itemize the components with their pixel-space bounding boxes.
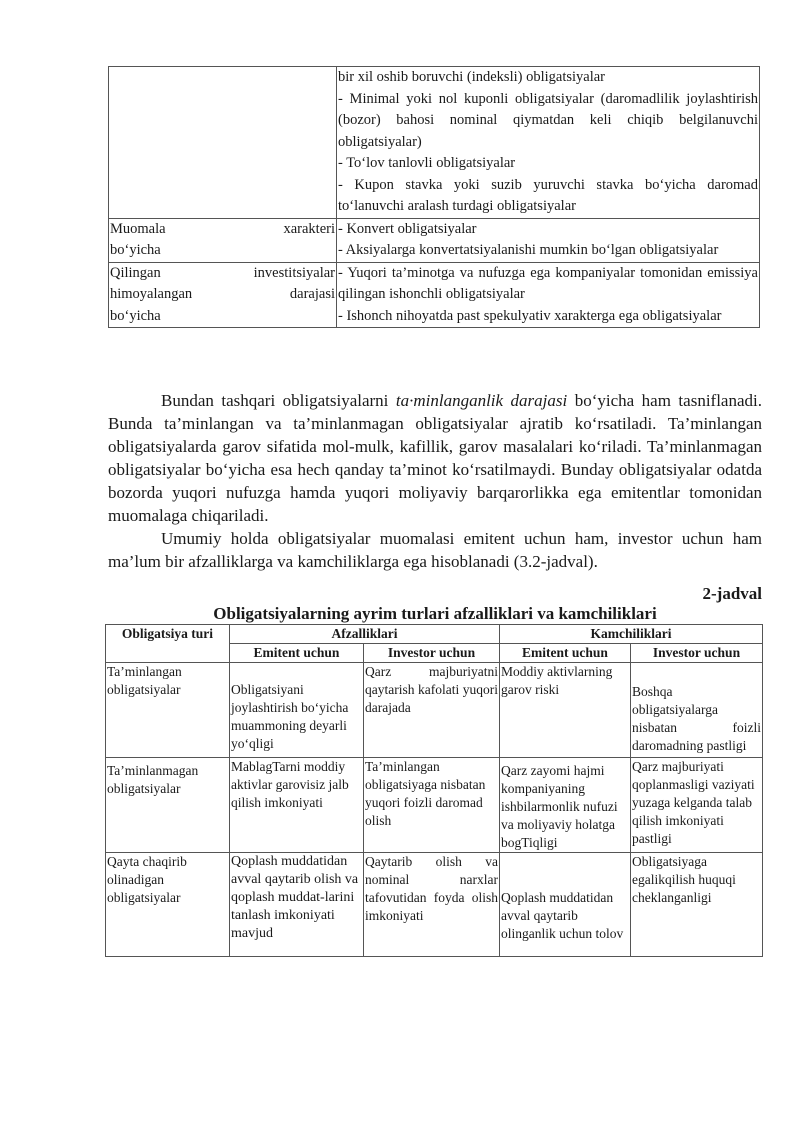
types-cell xyxy=(337,218,760,262)
criterion-text: Qilingan investitsiyalar xyxy=(110,264,335,281)
list-item: - Kupon stavka yoki suzib yuruvchi stavka bo‘yicha daromad to‘lanuvchi aralash turdagi obligatsiyalar xyxy=(338,176,758,214)
table-cell: Qarz majburiyatni qaytarish kafolati yuqori darajada xyxy=(364,663,500,758)
paragraph xyxy=(108,389,762,527)
list-item: - Konvert obligatsiyalar xyxy=(338,220,477,237)
table-row xyxy=(109,262,760,328)
table-cell: Obligatsiyani joylashtirish bo‘yicha muammoning deyarli yo‘qligi xyxy=(230,663,364,758)
table-cell: Qoplash muddatidan avval qaytarib olinganlik uchun tolov xyxy=(500,853,631,957)
list-item: bir xil oshib boruvchi (indeksli) obligatsiyalar xyxy=(338,69,605,85)
table-title: Obligatsiyalarning ayrim turlari afzalliklari va kamchiliklari xyxy=(213,604,657,623)
table-cell: Qayta chaqirib olinadigan obligatsiyalar xyxy=(106,853,230,957)
list-item: - Ishonch nihoyatda past spekulyativ xarakterga ega obligatsiyalar xyxy=(338,307,722,324)
table-header-row xyxy=(106,625,763,644)
advantages-disadvantages-table xyxy=(105,624,763,957)
paragraph-text: bo‘yicha ham tasniflanadi. Bunda ta’minlangan va ta’minlanmagan obligatsiyalar ajratib ko‘rsatiladi. Ta’minlangan obligatsiyalarda garov sifatida mol-mulk, kafillik, garov masalalari ko‘riladi. Ta’minlanmagan obligatsiyalar bo‘yicha esa hech qanday ta’minot ko‘rsatilmaydi. Bunday obligatsiyalar odatda bozorda yuqori nufuzga hamda yuqori moliyaviy barqarorlikka ega emitentlar tomonidan muomalaga chiqariladi. xyxy=(108,391,762,525)
emphasis-text: ta·minlanganlik darajasi xyxy=(395,391,568,410)
table-cell: Obligatsiyaga egalikqilish huquqi cheklanganligi xyxy=(631,853,763,957)
column-header: Investor uchun xyxy=(631,644,763,663)
criterion-cell xyxy=(109,262,337,328)
table-row xyxy=(106,853,763,957)
column-header: Afzalliklari xyxy=(230,625,500,644)
list-item: - Yuqori ta’minotga va nufuzga ega kompaniyalar tomonidan emissiya qilingan ishonchli obligatsiyalar xyxy=(338,264,758,302)
table-row xyxy=(106,758,763,853)
list-item: - Minimal yoki nol kuponli obligatsiyalar (daromadlilik joylashtirish (bozor) bahosi nominal qiymatdan keli chiqib belgilanuvchi obligatsiyalar) xyxy=(338,90,758,150)
list-item: - Aksiyalarga konvertatsiyalanishi mumkin bo‘lgan obligatsiyalar xyxy=(338,242,719,258)
body-text xyxy=(108,389,762,573)
column-header: Obligatsiya turi xyxy=(106,625,230,663)
table-cell: Qoplash muddatidan avval qaytarib olish va qoplash muddat-larini tanlash imkoniyati mavjud xyxy=(230,853,364,957)
list-item: - To‘lov tanlovli obligatsiyalar xyxy=(338,155,516,171)
table-cell: Qarz zayomi hajmi kompaniyaning ishbilarmonlik nufuzi va moliyaviy holatga bogTiqligi xyxy=(500,758,631,853)
paragraph-text: Bundan tashqari obligatsiyalarni xyxy=(161,391,396,410)
paragraph: Umumiy holda obligatsiyalar muomalasi emitent uchun ham, investor uchun ham ma’lum bir afzalliklarga va kamchiliklarga ega hisoblanadi (3.2-jadval). xyxy=(108,529,762,571)
table-cell: Ta’minlangan obligatsiyaga nisbatan yuqori foizli daromad olish xyxy=(364,758,500,853)
criterion-cell xyxy=(109,218,337,262)
table-row xyxy=(109,67,760,219)
column-header: Kamchiliklari xyxy=(500,625,763,644)
table-cell: MablagTarni moddiy aktivlar garovisiz jalb qilish imkoniyati xyxy=(230,758,364,853)
column-header: Emitent uchun xyxy=(230,644,364,663)
column-header: Emitent uchun xyxy=(500,644,631,663)
column-header: Investor uchun xyxy=(364,644,500,663)
table-cell: Qaytarib olish va nominal narxlar tafovutidan foyda olish imkoniyati xyxy=(364,853,500,957)
classification-table-continuation xyxy=(108,66,760,328)
table-cell: Moddiy aktivlarning garov riski xyxy=(500,663,631,758)
criterion-text: bo‘yicha xyxy=(110,242,161,258)
table-cell: Qarz majburiyati qoplanmasligi vaziyati yuzaga kelganda talab qilish imkoniyati pastligi xyxy=(631,758,763,853)
types-cell xyxy=(337,67,760,219)
table-cell: Ta’minlangan obligatsiyalar xyxy=(106,663,230,758)
table-cell: Ta’minlanmagan obligatsiyalar xyxy=(106,758,230,853)
types-cell xyxy=(337,262,760,328)
criterion-text: himoyalangan darajasi xyxy=(110,286,335,302)
criterion-cell xyxy=(109,67,337,219)
table-row xyxy=(109,218,760,262)
criterion-text: Muomala xarakteri xyxy=(110,220,335,237)
table-row xyxy=(106,663,763,758)
table-number: 2-jadval xyxy=(702,584,762,603)
criterion-text: bo‘yicha xyxy=(110,307,161,324)
table-cell: Boshqa obligatsiyalarga nisbatan foizli daromadning pastligi xyxy=(631,663,763,758)
